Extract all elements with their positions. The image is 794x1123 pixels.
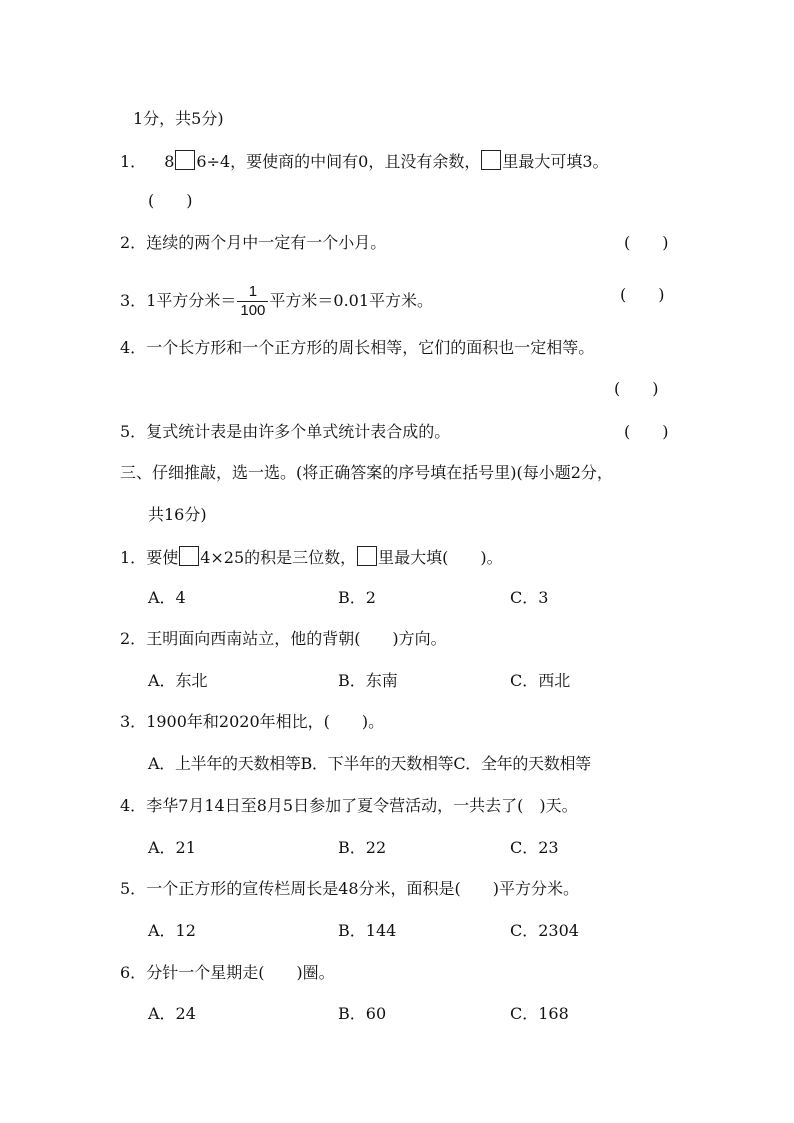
option-a[interactable]: A．东北 [148, 671, 208, 690]
mc-question-5 [120, 878, 579, 900]
option-b[interactable]: B．东南 [338, 671, 398, 690]
question-text: 分针一个星期走( )圈。 [146, 963, 335, 982]
question-text-part: 里最大填( )。 [378, 548, 503, 567]
answer-paren[interactable]: ( ) [620, 285, 665, 304]
mc-question-2 [120, 628, 447, 650]
question-text-part: 4×25的积是三位数， [200, 548, 357, 567]
option-b[interactable]: B．60 [338, 1004, 387, 1023]
tf-question-4 [120, 337, 594, 359]
question-text: 1900年和2020年相比，( )。 [146, 712, 385, 731]
option-c[interactable]: C．3 [510, 588, 549, 607]
question-text-part: 6÷4，要使商的中间有0，且没有余数， [196, 152, 481, 171]
answer-paren[interactable]: ( ) [624, 422, 669, 441]
option-c[interactable]: C．23 [510, 838, 559, 857]
section-title-cont: 共16分) [148, 505, 207, 524]
blank-box [357, 546, 377, 566]
question-text: 王明面向西南站立，他的背朝( )方向。 [146, 629, 447, 648]
question-number: 1． [120, 548, 147, 567]
mc-question-1 [120, 546, 503, 569]
section-title: 三、仔细推敲，选一选。(将正确答案的序号填在括号里)(每小题2分， [120, 463, 613, 482]
question-text-part: 8 [164, 152, 175, 171]
tf-question-1 [120, 150, 609, 173]
options-line[interactable]: A．上半年的天数相等B．下半年的天数相等C．全年的天数相等 [148, 754, 591, 773]
question-number: 6． [120, 963, 147, 982]
option-c[interactable]: C．168 [510, 1004, 569, 1023]
tf-question-3 [120, 283, 433, 320]
blank-box [175, 150, 195, 170]
mc-question-3 [120, 711, 384, 733]
blank-box [179, 546, 199, 566]
question-text-part: 平方米＝0.01平方米。 [269, 291, 434, 310]
section-tail: 1分，共5分) [133, 109, 224, 128]
question-text: 李华7月14日至8月5日参加了夏令营活动，一共去了( )天。 [146, 796, 578, 815]
answer-paren[interactable]: ( ) [148, 191, 193, 210]
fraction-denominator: 100 [240, 302, 266, 319]
question-number: 3． [120, 291, 147, 310]
question-number: 2． [120, 629, 147, 648]
answer-paren[interactable]: ( ) [614, 379, 659, 398]
tf-question-5 [120, 421, 450, 443]
mc-question-4 [120, 795, 578, 817]
fraction-numerator: 1 [237, 283, 268, 302]
question-text-part: 里最大可填3。 [502, 152, 609, 171]
option-c[interactable]: C．西北 [510, 671, 571, 690]
question-number: 4． [120, 338, 147, 357]
option-c[interactable]: C．2304 [510, 921, 579, 940]
question-number: 5． [120, 422, 147, 441]
option-a[interactable]: A．12 [148, 921, 196, 940]
question-text-part: 1平方分米＝ [146, 291, 237, 310]
option-a[interactable]: A．21 [148, 838, 196, 857]
option-b[interactable]: B．22 [338, 838, 387, 857]
question-text: 复式统计表是由许多个单式统计表合成的。 [146, 422, 451, 441]
question-text: 一个长方形和一个正方形的周长相等，它们的面积也一定相等。 [146, 338, 595, 357]
option-b[interactable]: B．2 [338, 588, 376, 607]
question-number: 1． [120, 152, 147, 171]
answer-paren[interactable]: ( ) [624, 233, 669, 252]
question-text: 一个正方形的宣传栏周长是48分米，面积是( )平方分米。 [146, 879, 580, 898]
tf-question-2 [120, 232, 386, 254]
question-number: 3． [120, 712, 147, 731]
question-number: 4． [120, 796, 147, 815]
option-a[interactable]: A．4 [148, 588, 186, 607]
question-text: 连续的两个月中一定有一个小月。 [146, 233, 387, 252]
fraction [237, 283, 268, 320]
option-a[interactable]: A．24 [148, 1004, 196, 1023]
blank-box [481, 150, 501, 170]
option-b[interactable]: B．144 [338, 921, 397, 940]
question-text-part: 要使 [146, 548, 179, 567]
question-number: 2． [120, 233, 147, 252]
mc-question-6 [120, 962, 335, 984]
question-number: 5． [120, 879, 147, 898]
